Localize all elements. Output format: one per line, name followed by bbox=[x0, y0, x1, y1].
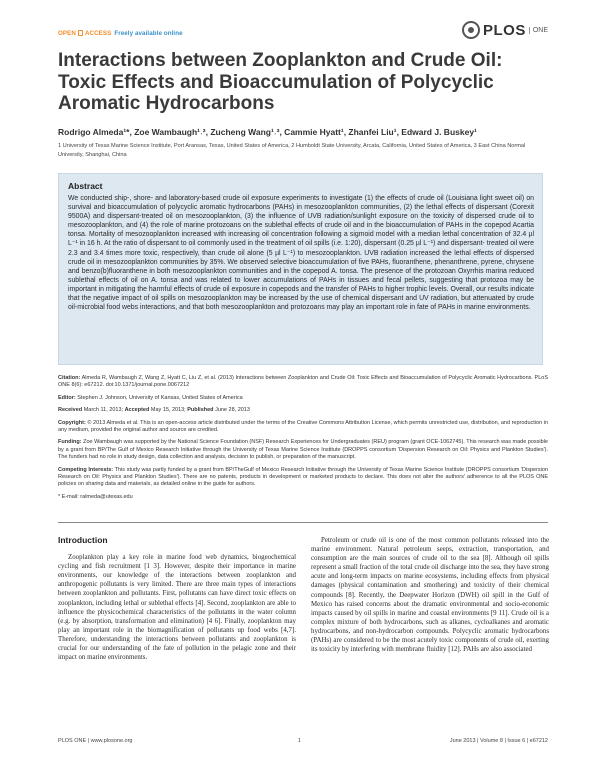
intro-paragraph-1: Zooplankton play a key role in marine food web dynamics, biogeochemical cycling and fish recruitment [1 3]. However, despite their importance in marine environments, our knowledge of the interactions between zooplankton and anthropogenic pollutants is very limited. There are three main types of interactions between zooplankton and pollutants. First, pollutants can have direct toxic effects on zooplankton, including lethal or sublethal effects [4]. Second, zooplankton are able to influence the physicochemical characteristics of the pollutants in the water column (e.g. by absorption, transformation and elimination) [4 6]. Finally, zooplankton may play an important role in the biomagnification of pollutants up food webs [4,7]. Therefore, understanding the interactions between pollutants and zooplankton is crucial for our understanding of the fate of pollution in the pelagic zone and their impact on marine environments. bbox=[58, 554, 296, 662]
abstract-heading: Abstract bbox=[68, 181, 103, 191]
open-lock-icon bbox=[78, 30, 83, 36]
footer-issue: June 2013 | Volume 8 | Issue 6 | e67212 bbox=[449, 738, 548, 744]
competing-label: Competing Interests: bbox=[58, 466, 114, 473]
footer-page-number: 1 bbox=[298, 738, 302, 744]
access-label: ACCESS bbox=[84, 30, 112, 37]
plos-logo-icon bbox=[462, 21, 480, 39]
received-date: March 11, 2013; bbox=[83, 407, 124, 414]
footer-journal: PLOS ONE | www.plosone.org bbox=[58, 738, 133, 744]
copyright bbox=[58, 420, 548, 435]
citation-label: Citation: bbox=[58, 375, 81, 381]
introduction-heading: Introduction bbox=[58, 535, 108, 545]
open-label: OPEN bbox=[58, 30, 76, 37]
published-label: Published bbox=[187, 407, 214, 414]
copyright-label: Copyright: bbox=[58, 419, 86, 426]
metadata-divider bbox=[58, 522, 548, 523]
citation-text: Almeda R, Wambaugh Z, Wang Z, Hyatt C, Liu Z, et al. (2013) Interactions between Zooplankton and Crude Oil: Toxic Effects and Bioaccumulation of Polycyclic Aromatic Hydrocarbons. PLoS ONE 8(6): e67212. doi:10.1371/journal.pone.0067212 bbox=[58, 375, 548, 389]
citation bbox=[58, 375, 548, 390]
dates bbox=[58, 407, 548, 414]
accepted-label: Accepted bbox=[124, 407, 150, 414]
open-access-badge bbox=[58, 30, 183, 37]
article-title: Interactions between Zooplankton and Crude Oil: Toxic Effects and Bioaccumulation of Polycyclic Aromatic Hydrocarbons bbox=[58, 50, 503, 114]
funding bbox=[58, 439, 548, 461]
published-date: June 28, 2013 bbox=[215, 407, 250, 414]
editor-text: Stephen J. Johnson, University of Kansas, United States of America bbox=[77, 394, 243, 401]
abstract-box bbox=[58, 173, 543, 365]
freely-available-label: Freely available online bbox=[114, 30, 183, 37]
plos-one-logo bbox=[462, 20, 548, 40]
article-metadata bbox=[58, 375, 548, 506]
editor bbox=[58, 395, 548, 402]
body-column-left bbox=[58, 536, 296, 662]
competing-interests bbox=[58, 467, 548, 489]
accepted-date: May 15, 2013; bbox=[150, 407, 186, 414]
corresponding-email: * E-mail: ralmeda@utexas.edu bbox=[58, 493, 133, 500]
competing-text: This study was partly funded by a grant from BP/TheGulf of Mexico Research Initiative through the University of Texas Marine Science Institute (DROPPS consortium 'Dispersion Research on Oil: Physics and Plankton Studies'). There are no patents, products in development or marketed products to declare. This does not alter the authors' adherence to all the PLOS ONE policies on sharing data and materials, as detailed online in the guide for authors. bbox=[58, 466, 548, 488]
funding-label: Funding: bbox=[58, 439, 82, 446]
received-label: Received bbox=[58, 407, 83, 414]
journal-header bbox=[58, 21, 548, 41]
abstract-text: We conducted ship-, shore- and laboratory-based crude oil exposure experiments to investigate (1) the effects of crude oil (Louisiana light sweet oil) on survival and bioaccumulation of polycyclic aromatic hydrocarbons (PAHs) in mesozooplankton communities, (2) the lethal effects of dispersant (Corexit 9500A) and dispersant-treated oil on mesozooplankton, (3) the influence of UVB radiation/sunlight exposure on the toxicity of dispersed crude oil to mesozooplankton, and (4) the role of marine protozoans on the sublethal effects of crude oil and in the bioaccumulation of PAHs in the copepod Acartia tonsa. Mortality of mesozooplankton increased with increasing oil concentration following a sigmoid model with a median lethal concentration of 32.4 µl L⁻¹ in 16 h. At the ratio of dispersant to oil commonly used in the treatment of oil spills (i.e. 1:20), dispersant (0.25 µl L⁻¹) and dispersant- treated oil were 2.3 and 3.4 times more toxic, respectively, than crude oil alone (5 µl L⁻¹) to mesozooplankton. UVB radiation increased the lethal effects of dispersed crude oil in mesozooplankton communities by 35%. We observed selective bioaccumulation of five PAHs, fluoranthene, phenanthrene, pyrene, chrysene and benzo(b)fluoranthene in both mesozooplankton communities and in the copepod A. tonsa. The presence of the protozoan Oxyrrhis marina reduced sublethal effects of oil on A. tonsa and was related to lower accumulations of PAHs in tissues and fecal pellets, suggesting that protozoa may be important in mitigating the harmful effects of crude oil exposure in copepods and the transfer of PAHs to higher trophic levels. Overall, our results indicate that the negative impact of oil spills on mesozooplankton may be increased by the use of chemical dispersant and UV radiation, but attenuated by crude oil-microbial food webs interactions, and that both mesozooplankton and protozoans may play an important role in fate of PAHs in marine environments. bbox=[68, 195, 534, 312]
page-footer bbox=[58, 738, 548, 750]
body-column-right bbox=[311, 536, 549, 654]
funding-text: Zoe Wambaugh was supported by the National Science Foundation (NSF) Research Experiences for Undergraduates (REU) program (grant OCE-1062745). This research was made possible by a grant from BP/The Gulf of Mexico Research Initiative through the University of Texas Marine Science Institute (DROPPS consortium 'Dispersion Research on Oil: Physics and Plankton Studies'). The funders had no role in study design, data collection and analysis, decision to publish, or preparation of the manuscript. bbox=[58, 439, 548, 461]
plos-logo-sub: ONE bbox=[529, 27, 548, 34]
affiliations: 1 University of Texas Marine Science Institute, Port Aransas, Texas, United States of America, 2 Humboldt State University, Arcata, California, United States of America, 3 East China Normal University, Shanghai, China bbox=[58, 143, 526, 158]
intro-paragraph-2: Petroleum or crude oil is one of the most common pollutants released into the marine environment. Natural petroleum seeps, extraction, transportation, and consumption are the main sources of crude oil to the sea [8]. Although oil spills represent a small fraction of the total crude oil discharge into the sea, they have strong acute and long-term impacts on marine ecosystems, including effects from physical damages (physical contamination and smothering) and toxicity of their chemical compounds [8]. Recently, the Deepwater Horizon (DWH) oil spill in the Gulf of Mexico has raised concerns about the dramatic environmental and socio-economic impacts caused by oil spills in marine and coastal environments [9 11]. Crude oil is a complex mixture of both hydrocarbons, such as alkanes, cycloalkanes and aromatic hydrocarbons, and non-hydrocarbon compounds. Polycyclic aromatic hydrocarbons (PAHs) are considered to be the most acutely toxic components of crude oil, exerting its toxicity by interfering with membrane fluidity [12]. PAHs are also associated bbox=[311, 537, 549, 654]
copyright-text: © 2013 Almeda et al. This is an open-access article distributed under the terms of the Creative Commons Attribution License, which permits unrestricted use, distribution, and reproduction in any medium, provided the original author and source are credited. bbox=[58, 419, 548, 434]
author-list: Rodrigo Almeda¹*, Zoe Wambaugh¹˒², Zucheng Wang¹˒³, Cammie Hyatt¹, Zhanfei Liu¹, Edward J. Buskey¹ bbox=[58, 127, 477, 137]
editor-label: Editor: bbox=[58, 394, 76, 401]
plos-logo-word: PLOS bbox=[482, 21, 526, 39]
